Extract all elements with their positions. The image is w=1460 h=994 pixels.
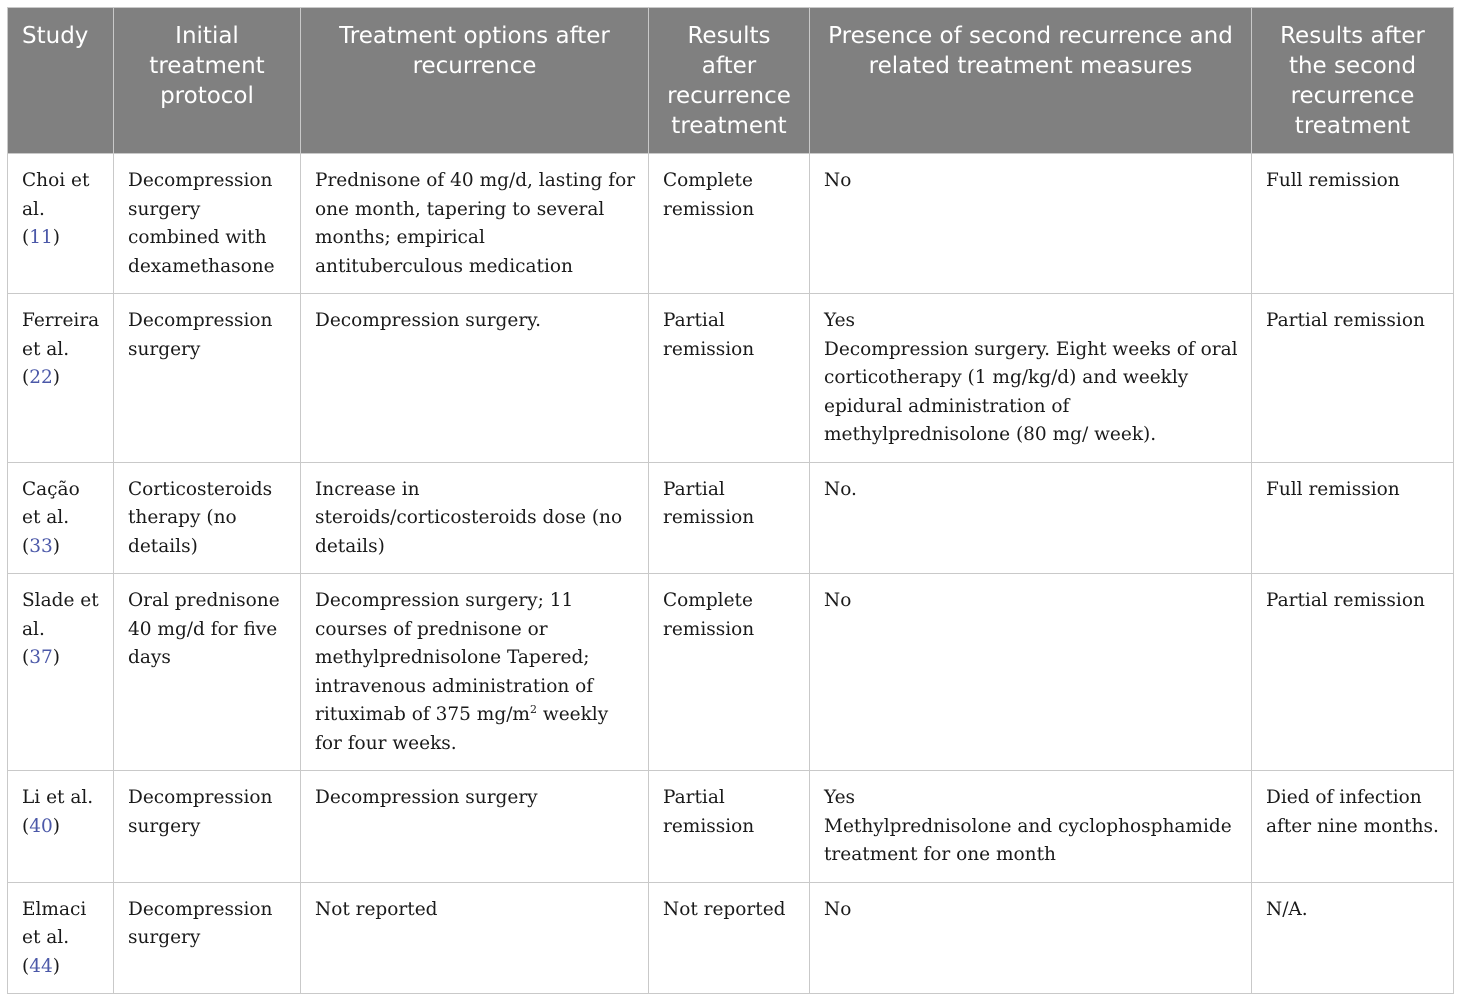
study-name: Li et al. — [22, 787, 94, 808]
col-header-study: Study — [8, 8, 114, 154]
col-header-results-after-recurrence: Results after recurrence treatment — [649, 8, 810, 154]
col-header-second-recurrence: Presence of second recurrence and related treatment measures — [810, 8, 1252, 154]
reference-link[interactable]: 44 — [29, 955, 53, 977]
treatment-cell: Prednisone of 40 mg/d, lasting for one month, tapering to several months; empirical antituberculous medication — [301, 154, 649, 294]
second-recurrence-cell — [810, 154, 1252, 294]
second-recurrence-line: No — [824, 590, 852, 611]
table-row — [8, 462, 1454, 574]
table-row — [8, 882, 1454, 994]
results-cell: Complete remission — [649, 154, 810, 294]
results-cell: Not reported — [649, 882, 810, 994]
second-recurrence-cell — [810, 882, 1252, 994]
second-recurrence-line: No. — [824, 478, 857, 500]
second-recurrence-line: No — [824, 898, 852, 920]
reference-link[interactable]: 37 — [29, 647, 53, 668]
reference-link[interactable]: 40 — [29, 815, 53, 837]
treatment-cell: Decompression surgery — [301, 771, 649, 883]
study-name: Slade et al. — [22, 590, 99, 640]
second-recurrence-line: No — [824, 170, 852, 191]
second-results-cell: Full remission — [1252, 154, 1454, 294]
initial-treatment-cell: Oral prednisone 40 mg/d for five days — [114, 574, 301, 771]
initial-treatment-cell: Decompression surgery — [114, 294, 301, 463]
table-row — [8, 154, 1454, 294]
study-reference: (44) — [22, 955, 60, 977]
results-cell: Complete remission — [649, 574, 810, 771]
results-cell: Partial remission — [649, 771, 810, 883]
study-cell — [8, 771, 114, 883]
superscript: 2 — [529, 702, 537, 716]
study-reference: (11) — [22, 227, 60, 248]
second-recurrence-line: Decompression surgery. Eight weeks of oral corticotherapy (1 mg/kg/d) and weekly epidural administration of methylprednisolone (80 mg/ week). — [824, 338, 1238, 445]
header-row — [8, 8, 1454, 154]
initial-treatment-cell: Corticosteroids therapy (no details) — [114, 462, 301, 574]
study-cell — [8, 294, 114, 463]
second-recurrence-cell — [810, 462, 1252, 574]
second-recurrence-line: Yes — [824, 787, 856, 808]
study-cell — [8, 882, 114, 994]
study-cell — [8, 462, 114, 574]
results-cell: Partial remission — [649, 462, 810, 574]
study-reference: (33) — [22, 535, 60, 557]
initial-treatment-cell: Decompression surgery combined with dexamethasone — [114, 154, 301, 294]
col-header-results-after-second: Results after the second recurrence treatment — [1252, 8, 1454, 154]
second-recurrence-cell — [810, 574, 1252, 771]
table-row — [8, 574, 1454, 771]
table-row — [8, 771, 1454, 883]
second-recurrence-cell — [810, 294, 1252, 463]
study-reference: (22) — [22, 367, 60, 388]
second-results-cell: N/A. — [1252, 882, 1454, 994]
results-cell: Partial remission — [649, 294, 810, 463]
study-name: Choi et al. — [22, 170, 90, 220]
reference-link[interactable]: 22 — [29, 367, 53, 388]
study-name: Ferreira et al. — [22, 310, 100, 360]
study-name: Elmaci et al. — [22, 898, 87, 948]
second-recurrence-line: Yes — [824, 310, 856, 331]
treatment-cell: Increase in steroids/corticosteroids dose (no details) — [301, 462, 649, 574]
table-row — [8, 294, 1454, 463]
col-header-initial-treatment: Initial treatment protocol — [114, 8, 301, 154]
study-table — [7, 7, 1454, 994]
second-results-cell: Full remission — [1252, 462, 1454, 574]
study-reference: (37) — [22, 647, 60, 668]
study-cell — [8, 154, 114, 294]
treatment-text: Decompression surgery; 11 courses of prednisone or methylprednisolone Tapered; — [315, 590, 590, 668]
second-recurrence-line: Methylprednisolone and cyclophosphamide treatment for one month — [824, 815, 1232, 865]
second-results-cell: Died of infection after nine months. — [1252, 771, 1454, 883]
treatment-cell: Decompression surgery. — [301, 294, 649, 463]
treatment-text: intravenous administration of rituximab of 375 mg/m — [315, 675, 594, 725]
second-results-cell: Partial remission — [1252, 574, 1454, 771]
treatment-text: weekly for four weeks. — [315, 704, 609, 754]
reference-link[interactable]: 11 — [29, 227, 53, 248]
treatment-cell: Not reported — [301, 882, 649, 994]
reference-link[interactable]: 33 — [29, 535, 53, 557]
initial-treatment-cell: Decompression surgery — [114, 771, 301, 883]
study-reference: (40) — [22, 815, 60, 837]
second-results-cell: Partial remission — [1252, 294, 1454, 463]
initial-treatment-cell: Decompression surgery — [114, 882, 301, 994]
second-recurrence-cell — [810, 771, 1252, 883]
study-cell — [8, 574, 114, 771]
col-header-treatment-after-recurrence: Treatment options after recurrence — [301, 8, 649, 154]
study-name: Cação et al. — [22, 478, 80, 528]
treatment-cell — [301, 574, 649, 771]
